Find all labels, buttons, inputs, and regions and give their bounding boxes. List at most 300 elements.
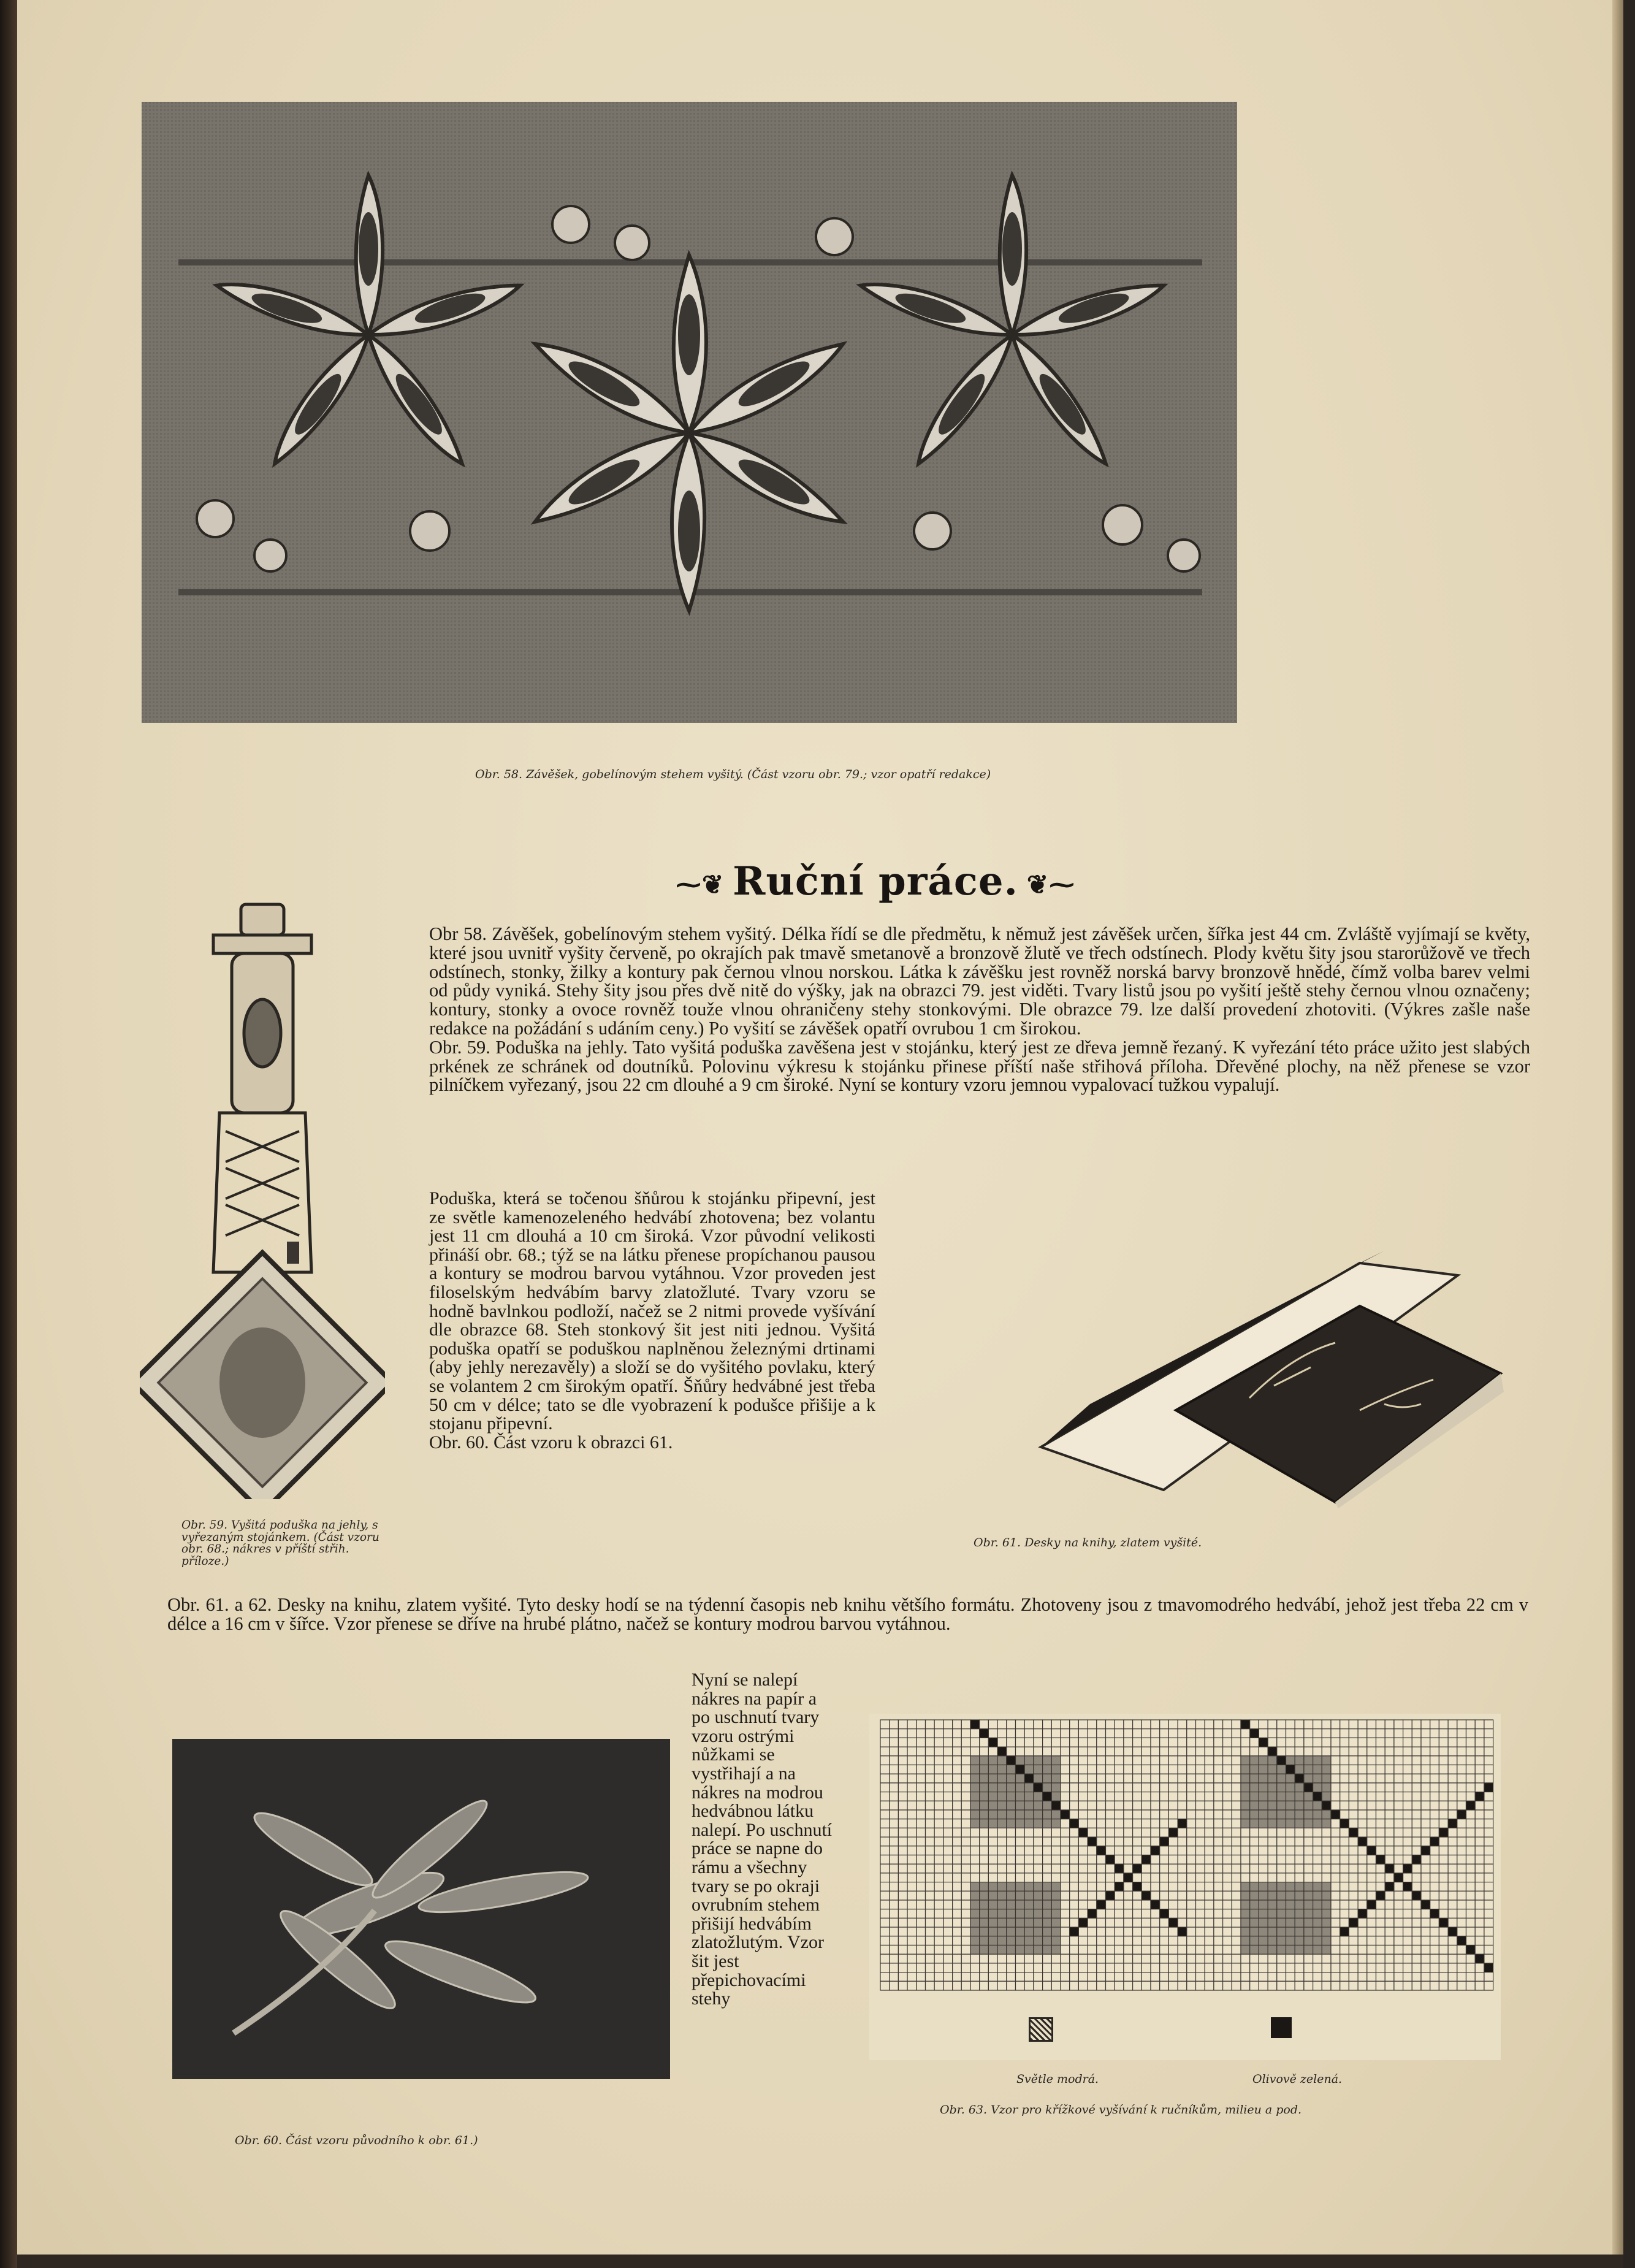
grid-cell [890,1864,899,1873]
grid-cell [1187,1972,1196,1982]
grid-cell [961,1918,970,1927]
grid-cell [1439,1936,1448,1945]
grid-cell [1124,1810,1133,1819]
grid-cell [917,1792,926,1801]
grid-cell [1051,1747,1061,1756]
grid-cell [1448,1954,1457,1963]
grid-cell [1376,1963,1385,1972]
grid-cell [1070,1792,1079,1801]
grid-cell [1268,1783,1277,1792]
grid-cell [1268,1963,1277,1972]
grid-cell [880,1837,890,1846]
grid-cell [1475,1882,1484,1892]
grid-cell [1475,1918,1484,1927]
grid-cell [926,1981,935,1990]
grid-cell [1223,1891,1232,1900]
grid-cell [953,1945,962,1955]
grid-cell [1141,1972,1151,1982]
grid-cell [1106,1936,1115,1945]
grid-cell [1024,1828,1034,1837]
grid-cell [1421,1810,1430,1819]
grid-cell [1394,1873,1403,1882]
grid-cell [1421,1900,1430,1909]
grid-cell [1051,1783,1061,1792]
grid-cell [1241,1729,1250,1738]
grid-cell [1141,1837,1151,1846]
grid-cell [943,1927,953,1936]
grid-cell [1304,1981,1313,1990]
grid-cell [1070,1756,1079,1765]
grid-cell [1106,1972,1115,1982]
grid-cell [1394,1801,1403,1810]
grid-cell [1412,1828,1421,1837]
grid-cell [1385,1855,1394,1865]
grid-cell [1331,1936,1340,1945]
grid-cell [1178,1909,1187,1919]
grid-cell [1358,1810,1367,1819]
grid-cell [1466,1729,1476,1738]
grid-cell [1151,1945,1160,1955]
grid-cell [1376,1945,1385,1955]
grid-cell [1034,1927,1043,1936]
grid-cell [880,1954,890,1963]
grid-cell [1088,1846,1097,1855]
grid-cell [1457,1747,1466,1756]
grid-cell [1304,1819,1313,1828]
grid-cell [1034,1945,1043,1955]
grid-cell [1394,1819,1403,1828]
grid-cell [898,1846,907,1855]
grid-cell [1295,1846,1304,1855]
grid-cell [1268,1747,1277,1756]
grid-cell [1016,1891,1025,1900]
grid-cell [1448,1765,1457,1774]
grid-cell [1178,1729,1187,1738]
grid-cell [1349,1720,1358,1729]
grid-cell [1250,1882,1259,1892]
grid-cell [961,1945,970,1955]
grid-cell [1475,1963,1484,1972]
grid-cell [1106,1819,1115,1828]
grid-cell [1277,1846,1286,1855]
grid-cell [1367,1873,1376,1882]
grid-cell [1187,1801,1196,1810]
grid-cell [917,1738,926,1747]
grid-cell [1088,1738,1097,1747]
grid-cell [1088,1927,1097,1936]
grid-cell [890,1891,899,1900]
grid-cell [1367,1927,1376,1936]
grid-cell [880,1801,890,1810]
grid-cell [1106,1810,1115,1819]
grid-cell [1484,1909,1493,1919]
grid-cell [1115,1765,1124,1774]
grid-cell [1160,1891,1169,1900]
grid-cell [1430,1855,1439,1865]
grid-cell [970,1747,980,1756]
grid-cell [1016,1873,1025,1882]
grid-cell [1016,1756,1025,1765]
grid-cell [1358,1792,1367,1801]
grid-cell [1367,1819,1376,1828]
grid-cell [1160,1945,1169,1955]
grid-cell [988,1828,997,1837]
grid-cell [1412,1774,1421,1783]
grid-cell [1160,1981,1169,1990]
grid-cell [1358,1873,1367,1882]
grid-cell [907,1801,917,1810]
grid-cell [1007,1855,1016,1865]
grid-cell [961,1954,970,1963]
grid-cell [1187,1729,1196,1738]
magazine-page [17,0,1623,2268]
grid-cell [1250,1747,1259,1756]
page-right-edge [1612,0,1623,2268]
grid-cell [1151,1900,1160,1909]
grid-cell [1115,1846,1124,1855]
grid-cell [1078,1828,1088,1837]
grid-cell [1168,1747,1178,1756]
grid-cell [1016,1918,1025,1927]
grid-cell [961,1981,970,1990]
figure-63-cross-stitch-chart [869,1714,1501,2060]
grid-cell [1088,1828,1097,1837]
grid-cell [1358,1927,1367,1936]
grid-cell [1313,1864,1322,1873]
grid-cell [1322,1972,1331,1982]
grid-cell [1448,1837,1457,1846]
grid-cell [1295,1882,1304,1892]
grid-cell [1051,1846,1061,1855]
grid-cell [1070,1900,1079,1909]
grid-cell [980,1936,989,1945]
grid-cell [907,1819,917,1828]
grid-cell [1340,1819,1349,1828]
grid-cell [1196,1981,1205,1990]
grid-cell [970,1927,980,1936]
grid-cell [926,1738,935,1747]
grid-cell [1024,1891,1034,1900]
grid-cell [880,1945,890,1955]
grid-cell [1232,1891,1241,1900]
grid-cell [1088,1945,1097,1955]
grid-cell [1187,1846,1196,1855]
grid-cell [898,1972,907,1982]
grid-cell [926,1855,935,1865]
grid-cell [1133,1765,1142,1774]
grid-cell [1178,1927,1187,1936]
grid-cell [1124,1891,1133,1900]
grid-cell [898,1792,907,1801]
grid-cell [1439,1909,1448,1919]
grid-cell [1007,1954,1016,1963]
grid-cell [1376,1738,1385,1747]
grid-cell [1070,1765,1079,1774]
grid-cell [943,1891,953,1900]
grid-cell [997,1747,1007,1756]
grid-cell [1394,1945,1403,1955]
grid-cell [1178,1846,1187,1855]
grid-cell [1124,1927,1133,1936]
grid-cell [1259,1756,1268,1765]
grid-cell [1376,1819,1385,1828]
grid-cell [1439,1783,1448,1792]
grid-cell [1457,1900,1466,1909]
grid-cell [1412,1720,1421,1729]
grid-cell [1403,1819,1412,1828]
grid-cell [1349,1918,1358,1927]
grid-cell [988,1774,997,1783]
grid-cell [1295,1855,1304,1865]
grid-cell [970,1837,980,1846]
grid-cell [1232,1774,1241,1783]
grid-cell [898,1864,907,1873]
grid-cell [1394,1936,1403,1945]
grid-cell [1331,1765,1340,1774]
grid-cell [1295,1783,1304,1792]
grid-cell [1250,1909,1259,1919]
grid-cell [1466,1837,1476,1846]
grid-cell [1367,1747,1376,1756]
grid-cell [934,1819,943,1828]
grid-cell [980,1792,989,1801]
article-body-column-pincushion [429,1189,875,1452]
grid-cell [1295,1918,1304,1927]
grid-cell [934,1855,943,1865]
grid-cell [1457,1891,1466,1900]
grid-cell [1051,1918,1061,1927]
grid-cell [1448,1729,1457,1738]
grid-cell [1178,1837,1187,1846]
grid-cell [1124,1963,1133,1972]
grid-cell [1034,1756,1043,1765]
grid-cell [1097,1774,1106,1783]
grid-cell [1349,1855,1358,1865]
grid-cell [1024,1747,1034,1756]
grid-cell [1286,1909,1295,1919]
grid-cell [1088,1756,1097,1765]
grid-cell [980,1819,989,1828]
grid-cell [1295,1972,1304,1982]
grid-cell [997,1945,1007,1955]
grid-cell [1268,1900,1277,1909]
grid-cell [970,1756,980,1765]
grid-cell [1403,1927,1412,1936]
grid-cell [1078,1900,1088,1909]
grid-cell [1034,1972,1043,1982]
grid-cell [1024,1972,1034,1982]
grid-cell [997,1819,1007,1828]
grid-cell [1349,1756,1358,1765]
grid-cell [1024,1918,1034,1927]
grid-cell [1304,1810,1313,1819]
grid-cell [1475,1720,1484,1729]
grid-cell [980,1909,989,1919]
grid-cell [1448,1810,1457,1819]
article-body-top [429,925,1530,1094]
grid-cell [907,1945,917,1955]
grid-cell [1187,1828,1196,1837]
grid-cell [1322,1846,1331,1855]
grid-cell [1475,1936,1484,1945]
grid-cell [1304,1783,1313,1792]
grid-cell [1250,1783,1259,1792]
grid-cell [1187,1792,1196,1801]
grid-cell [1034,1855,1043,1865]
paragraph-poduska: Poduška, která se točenou šňůrou k stojánku připevní, jest ze světle kamenozeleného hedvábí zhotovena; bez volantu jest 11 cm dlouhá a 10 cm široká. Vzor původní velikosti přináší obr. 68.; týž se na látku přenese propíchanou pausou a kontury se modrou barvou vytáhnou. Vzor proveden jest filoselským hedvábím barvy zlatožluté. Tvary vzoru se hodně bavlnkou podloží, načež se 2 nitmi provede vyšívání dle obrazce 68. Steh stonkový šit jest niti jednou. Vyšitá poduška opatří se poduškou naplněnou železnými drtinami (aby jehly nerezavěly) a složí se do vyšitého povlaku, který se volantem 2 cm širokým opatří. Šňůry hedvábné jest třeba 50 cm v délce; tato se dle vyobrazení k podušce přišije a k stojanu připevní. [429,1188,875,1434]
grid-cell [1007,1747,1016,1756]
grid-cell [1349,1738,1358,1747]
grid-cell [1151,1801,1160,1810]
figure-60-caption: Obr. 60. Část vzoru původního k obr. 61.) [235,2134,478,2147]
grid-cell [1024,1900,1034,1909]
grid-cell [1160,1864,1169,1873]
grid-cell [1232,1927,1241,1936]
grid-cell [1385,1738,1394,1747]
grid-cell [1178,1945,1187,1955]
grid-cell [1358,1972,1367,1982]
grid-cell [988,1918,997,1927]
grid-cell [1151,1972,1160,1982]
grid-cell [1051,1810,1061,1819]
grid-cell [1205,1756,1214,1765]
grid-cell [1367,1900,1376,1909]
grid-cell [1385,1792,1394,1801]
grid-cell [1241,1873,1250,1882]
grid-cell [1051,1900,1061,1909]
grid-cell [1367,1828,1376,1837]
grid-cell [1097,1864,1106,1873]
grid-cell [890,1900,899,1909]
grid-cell [1277,1801,1286,1810]
grid-cell [1061,1927,1070,1936]
grid-cell [1475,1765,1484,1774]
grid-cell [1439,1864,1448,1873]
grid-cell [988,1900,997,1909]
grid-cell [988,1909,997,1919]
grid-cell [1043,1846,1052,1855]
grid-cell [926,1783,935,1792]
grid-cell [1376,1792,1385,1801]
grid-cell [1160,1918,1169,1927]
grid-cell [1250,1837,1259,1846]
grid-cell [1051,1981,1061,1990]
grid-cell [1295,1837,1304,1846]
grid-cell [943,1801,953,1810]
grid-cell [1024,1927,1034,1936]
grid-cell [1331,1909,1340,1919]
grid-cell [1268,1738,1277,1747]
grid-cell [934,1963,943,1972]
grid-cell [1268,1846,1277,1855]
grid-cell [898,1882,907,1892]
grid-cell [1160,1900,1169,1909]
grid-cell [1078,1972,1088,1982]
grid-cell [898,1801,907,1810]
grid-cell [1214,1882,1223,1892]
grid-cell [1466,1801,1476,1810]
grid-cell [1241,1765,1250,1774]
grid-cell [1168,1873,1178,1882]
grid-cell [943,1810,953,1819]
grid-cell [1367,1909,1376,1919]
grid-cell [1412,1909,1421,1919]
grid-cell [1403,1747,1412,1756]
grid-cell [1304,1918,1313,1927]
grid-cell [1168,1801,1178,1810]
grid-cell [907,1729,917,1738]
grid-cell [1187,1918,1196,1927]
grid-cell [980,1729,989,1738]
grid-cell [898,1765,907,1774]
grid-cell [1178,1900,1187,1909]
grid-cell [880,1855,890,1865]
grid-cell [997,1927,1007,1936]
grid-cell [953,1954,962,1963]
grid-cell [961,1801,970,1810]
grid-cell [1151,1855,1160,1865]
grid-cell [1313,1972,1322,1982]
grid-cell [1421,1927,1430,1936]
grid-cell [1412,1882,1421,1892]
grid-cell [890,1801,899,1810]
grid-cell [1286,1774,1295,1783]
grid-cell [1475,1891,1484,1900]
grid-cell [1358,1747,1367,1756]
grid-cell [926,1945,935,1955]
grid-cell [1133,1720,1142,1729]
paragraph-continuation: Nyní se nalepí nákres na papír a po uschnutí tvary vzoru ostrými nůžkami se vystřihají a na nákres na modrou hedvábnou látku nalepí. Po uschnutí práce se napne do rámu a všechny tvary se po okraji ovrubním stehem přišijí hedvábím zlatožlutým. Vzor šit jest přepichovacími stehy [692,1670,833,2009]
grid-cell [1241,1801,1250,1810]
grid-cell [1097,1927,1106,1936]
grid-cell [953,1837,962,1846]
legend-light-blue-swatch [1029,2017,1053,2042]
grid-cell [1331,1864,1340,1873]
grid-cell [1151,1783,1160,1792]
grid-cell [1385,1936,1394,1945]
grid-cell [1205,1765,1214,1774]
grid-cell [953,1765,962,1774]
grid-cell [1115,1792,1124,1801]
grid-cell [934,1801,943,1810]
grid-cell [1051,1729,1061,1738]
grid-cell [1124,1981,1133,1990]
grid-cell [1340,1936,1349,1945]
grid-cell [1024,1738,1034,1747]
grid-cell [1078,1747,1088,1756]
grid-cell [1313,1801,1322,1810]
grid-cell [1141,1900,1151,1909]
grid-cell [1277,1954,1286,1963]
grid-cell [1304,1792,1313,1801]
grid-cell [1007,1720,1016,1729]
grid-cell [1034,1729,1043,1738]
grid-cell [1078,1909,1088,1919]
grid-cell [1061,1783,1070,1792]
grid-cell [953,1891,962,1900]
grid-cell [1160,1828,1169,1837]
grid-cell [1304,1774,1313,1783]
grid-cell [1088,1774,1097,1783]
grid-cell [1196,1774,1205,1783]
grid-cell [1484,1981,1493,1990]
grid-cell [1250,1846,1259,1855]
grid-cell [1286,1936,1295,1945]
grid-cell [1160,1873,1169,1882]
grid-cell [898,1774,907,1783]
grid-cell [1277,1828,1286,1837]
grid-cell [1259,1846,1268,1855]
